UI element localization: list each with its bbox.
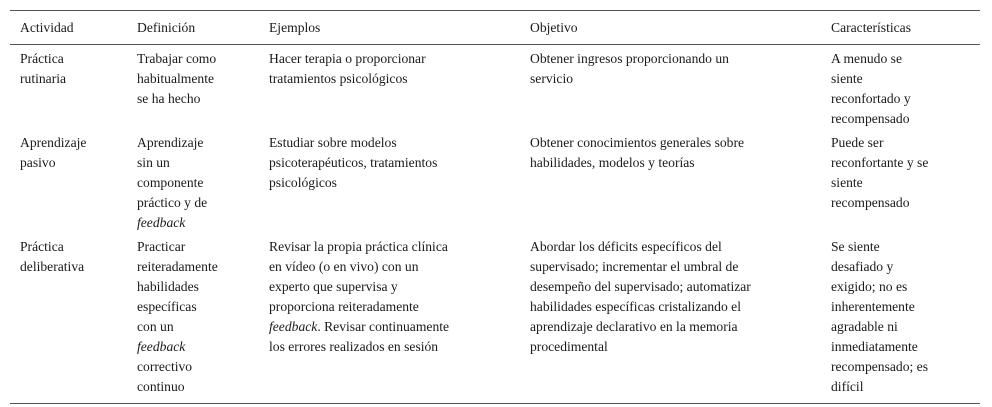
cell-caracteristicas bbox=[821, 233, 980, 404]
cell-line: inherentemente bbox=[831, 299, 915, 314]
cell-line: con un bbox=[137, 319, 174, 334]
activities-table bbox=[10, 10, 980, 404]
cell-line: práctico y de bbox=[137, 195, 208, 210]
cell-line: recompensado bbox=[831, 111, 910, 126]
cell-line: siente bbox=[831, 71, 863, 86]
cell-line: difícil bbox=[831, 379, 864, 394]
cell-line: Hacer terapia o proporcionar bbox=[269, 51, 426, 66]
cell-ejemplos bbox=[259, 233, 520, 404]
cell-objetivo bbox=[520, 233, 821, 404]
cell-objetivo bbox=[520, 45, 821, 130]
cell-line: Se siente bbox=[831, 239, 880, 254]
cell-line-italic: feedback bbox=[137, 215, 186, 230]
cell-line: Puede ser bbox=[831, 135, 884, 150]
cell-line: procedimental bbox=[530, 339, 608, 354]
table-row bbox=[10, 45, 980, 130]
cell-actividad bbox=[10, 129, 127, 233]
cell-objetivo bbox=[520, 129, 821, 233]
cell-line: deliberativa bbox=[20, 259, 85, 274]
cell-line: aprendizaje declarativo en la memoria bbox=[530, 319, 738, 334]
cell-line: Revisar la propia práctica clínica bbox=[269, 239, 448, 254]
cell-line-italic: feedback bbox=[137, 339, 186, 354]
cell-line: reiteradamente bbox=[137, 259, 218, 274]
cell-line: específicas bbox=[137, 299, 197, 314]
cell-line: Trabajar como bbox=[137, 51, 217, 66]
cell-line: tratamientos psicológicos bbox=[269, 71, 408, 86]
cell-line: servicio bbox=[530, 71, 574, 86]
table-row bbox=[10, 129, 980, 233]
cell-line: pasivo bbox=[20, 155, 56, 170]
cell-line: experto que supervisa y bbox=[269, 279, 398, 294]
header-objetivo: Objetivo bbox=[520, 11, 821, 45]
cell-line: exigido; no es bbox=[831, 279, 908, 294]
cell-definicion bbox=[127, 129, 259, 233]
cell-line: reconfortante y se bbox=[831, 155, 929, 170]
cell-line: recompensado; es bbox=[831, 359, 929, 374]
cell-line: Practicar bbox=[137, 239, 186, 254]
cell-line: proporciona reiteradamente bbox=[269, 299, 419, 314]
cell-italic-word: feedback bbox=[269, 319, 318, 334]
cell-line: Obtener ingresos proporcionando un bbox=[530, 51, 729, 66]
cell-line: Práctica bbox=[20, 239, 64, 254]
cell-line: Aprendizaje bbox=[20, 135, 87, 150]
cell-line: en vídeo (o en vivo) con un bbox=[269, 259, 419, 274]
cell-text-after-italic: . Revisar continuamente bbox=[317, 319, 450, 334]
cell-line: Práctica bbox=[20, 51, 64, 66]
cell-line: Abordar los déficits específicos del bbox=[530, 239, 722, 254]
cell-line: habilidades, modelos y teorías bbox=[530, 155, 695, 170]
cell-line: supervisado; incrementar el umbral de bbox=[530, 259, 739, 274]
cell-line: Obtener conocimientos generales sobre bbox=[530, 135, 745, 150]
cell-actividad bbox=[10, 233, 127, 404]
cell-caracteristicas bbox=[821, 45, 980, 130]
table-row bbox=[10, 233, 980, 404]
cell-line: desafiado y bbox=[831, 259, 894, 274]
header-ejemplos: Ejemplos bbox=[259, 11, 520, 45]
cell-line: habilidades específicas cristalizando el bbox=[530, 299, 741, 314]
cell-line: correctivo bbox=[137, 359, 193, 374]
cell-line: siente bbox=[831, 175, 863, 190]
header-caracteristicas: Características bbox=[821, 11, 980, 45]
cell-line: habitualmente bbox=[137, 71, 215, 86]
cell-line: inmediatamente bbox=[831, 339, 918, 354]
cell-line: habilidades bbox=[137, 279, 199, 294]
cell-line: se ha hecho bbox=[137, 91, 201, 106]
cell-line: reconfortado y bbox=[831, 91, 911, 106]
cell-caracteristicas bbox=[821, 129, 980, 233]
cell-line: agradable ni bbox=[831, 319, 898, 334]
cell-definicion bbox=[127, 233, 259, 404]
cell-line: componente bbox=[137, 175, 204, 190]
cell-line: Aprendizaje bbox=[137, 135, 204, 150]
cell-line: desempeño del supervisado; automatizar bbox=[530, 279, 751, 294]
cell-ejemplos bbox=[259, 45, 520, 130]
cell-line: A menudo se bbox=[831, 51, 902, 66]
cell-line: psicológicos bbox=[269, 175, 337, 190]
cell-ejemplos bbox=[259, 129, 520, 233]
cell-line: psicoterapéuticos, tratamientos bbox=[269, 155, 438, 170]
cell-definicion bbox=[127, 45, 259, 130]
table-header-row bbox=[10, 11, 980, 45]
header-actividad: Actividad bbox=[10, 11, 127, 45]
table-container bbox=[10, 10, 980, 404]
cell-actividad bbox=[10, 45, 127, 130]
cell-line-mixed bbox=[269, 317, 510, 337]
cell-line: Estudiar sobre modelos bbox=[269, 135, 397, 150]
cell-line: los errores realizados en sesión bbox=[269, 339, 439, 354]
cell-line: recompensado bbox=[831, 195, 910, 210]
header-definicion: Definición bbox=[127, 11, 259, 45]
cell-line: continuo bbox=[137, 379, 185, 394]
cell-line: sin un bbox=[137, 155, 170, 170]
cell-line: rutinaria bbox=[20, 71, 67, 86]
